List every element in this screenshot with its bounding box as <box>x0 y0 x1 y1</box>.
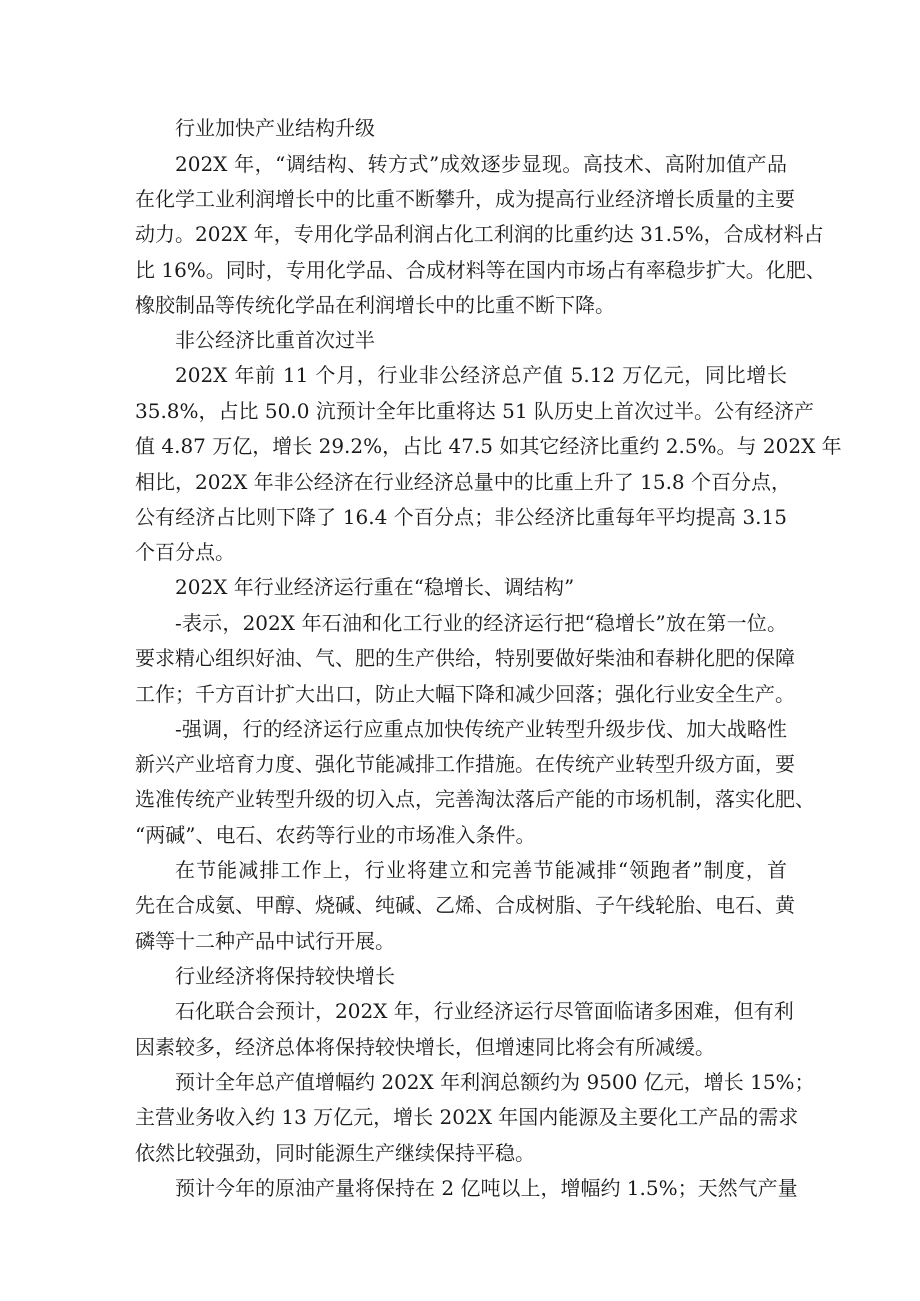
paragraph-line: 预计今年的原油产量将保持在 2 亿吨以上，增幅约 1.5%；天然气产量 <box>175 1176 798 1200</box>
paragraph-line: 相比，202X 年非公经济在行业经济总量中的比重上升了 15.8 个百分点， <box>135 470 792 494</box>
paragraph-line: 主营业务收入约 13 万亿元，增长 202X 年国内能源及主要化工产品的需求 <box>135 1105 799 1129</box>
section-heading: 行业经济将保持较快增长 <box>175 964 395 988</box>
paragraph-line: 因素较多，经济总体将保持较快增长，但增速同比将会有所减缓。 <box>135 1035 715 1059</box>
paragraph-line: 值 4.87 万亿，增长 29.2%，占比 47.5 如其它经济比重约 2.5%。与 202X 年 <box>135 434 842 458</box>
paragraph-line: 磷等十二种产品中试行开展。 <box>135 929 395 953</box>
section-heading: 202X 年行业经济运行重在“稳增长、调结构” <box>175 575 575 599</box>
section-heading: 非公经济比重首次过半 <box>175 328 375 352</box>
paragraph-line: “两碱”、电石、农药等行业的市场准入条件。 <box>135 823 536 847</box>
paragraph-line: 比 16%。同时，专用化学品、合成材料等在国内市场占有率稳步扩大。化肥、 <box>135 258 826 282</box>
paragraph-line: 动力。202X 年，专用化学品利润占化工利润的比重约达 31.5%，合成材料占 <box>135 222 824 246</box>
paragraph-line: 202X 年前 11 个月，行业非公经济总产值 5.12 万亿元，同比增长 <box>175 363 787 387</box>
paragraph-line: 依然比较强劲，同时能源生产继续保持平稳。 <box>135 1141 535 1165</box>
paragraph-line: 个百分点。 <box>135 540 235 564</box>
paragraph-line: 在节能减排工作上，行业将建立和完善节能减排“领跑者”制度，首 <box>175 858 787 882</box>
paragraph-line: 35.8%，占比 50.0 沆预计全年比重将达 51 队历史上首次过半。公有经济产 <box>135 399 814 423</box>
paragraph-line: 石化联合会预计，202X 年，行业经济运行尽管面临诸多困难，但有利 <box>175 999 794 1023</box>
paragraph-line: 新兴产业培育力度、强化节能减排工作措施。在传统产业转型升级方面，要 <box>135 752 795 776</box>
paragraph-line: 选准传统产业转型升级的切入点，完善淘汰落后产能的市场机制，落实化肥、 <box>135 787 815 811</box>
paragraph-line: 在化学工业利润增长中的比重不断攀升，成为提高行业经济增长质量的主要 <box>135 187 795 211</box>
paragraph-line: 工作；千方百计扩大出口，防止大幅下降和减少回落；强化行业安全生产。 <box>135 682 795 706</box>
paragraph-line: 公有经济占比则下降了 16.4 个百分点；非公经济比重每年平均提高 3.15 <box>135 505 787 529</box>
paragraph-line: 橡胶制品等传统化学品在利润增长中的比重不断下降。 <box>135 293 615 317</box>
paragraph-line: -表示，202X 年石油和化工行业的经济运行把“稳增长”放在第一位。 <box>175 611 787 635</box>
paragraph-line: -强调，行的经济运行应重点加快传统产业转型升级步伐、加大战略性 <box>175 717 787 741</box>
section-heading: 行业加快产业结构升级 <box>175 116 375 140</box>
paragraph-line: 202X 年，“调结构、转方式”成效逐步显现。高技术、高附加值产品 <box>175 152 787 176</box>
paragraph-line: 要求精心组织好油、气、肥的生产供给，特别要做好柴油和春耕化肥的保障 <box>135 646 795 670</box>
paragraph-line: 先在合成氨、甲醇、烧碱、纯碱、乙烯、合成树脂、子午线轮胎、电石、黄 <box>135 893 795 917</box>
paragraph-line: 预计全年总产值增幅约 202X 年利润总额约为 9500 亿元，增长 15%； <box>175 1070 815 1094</box>
